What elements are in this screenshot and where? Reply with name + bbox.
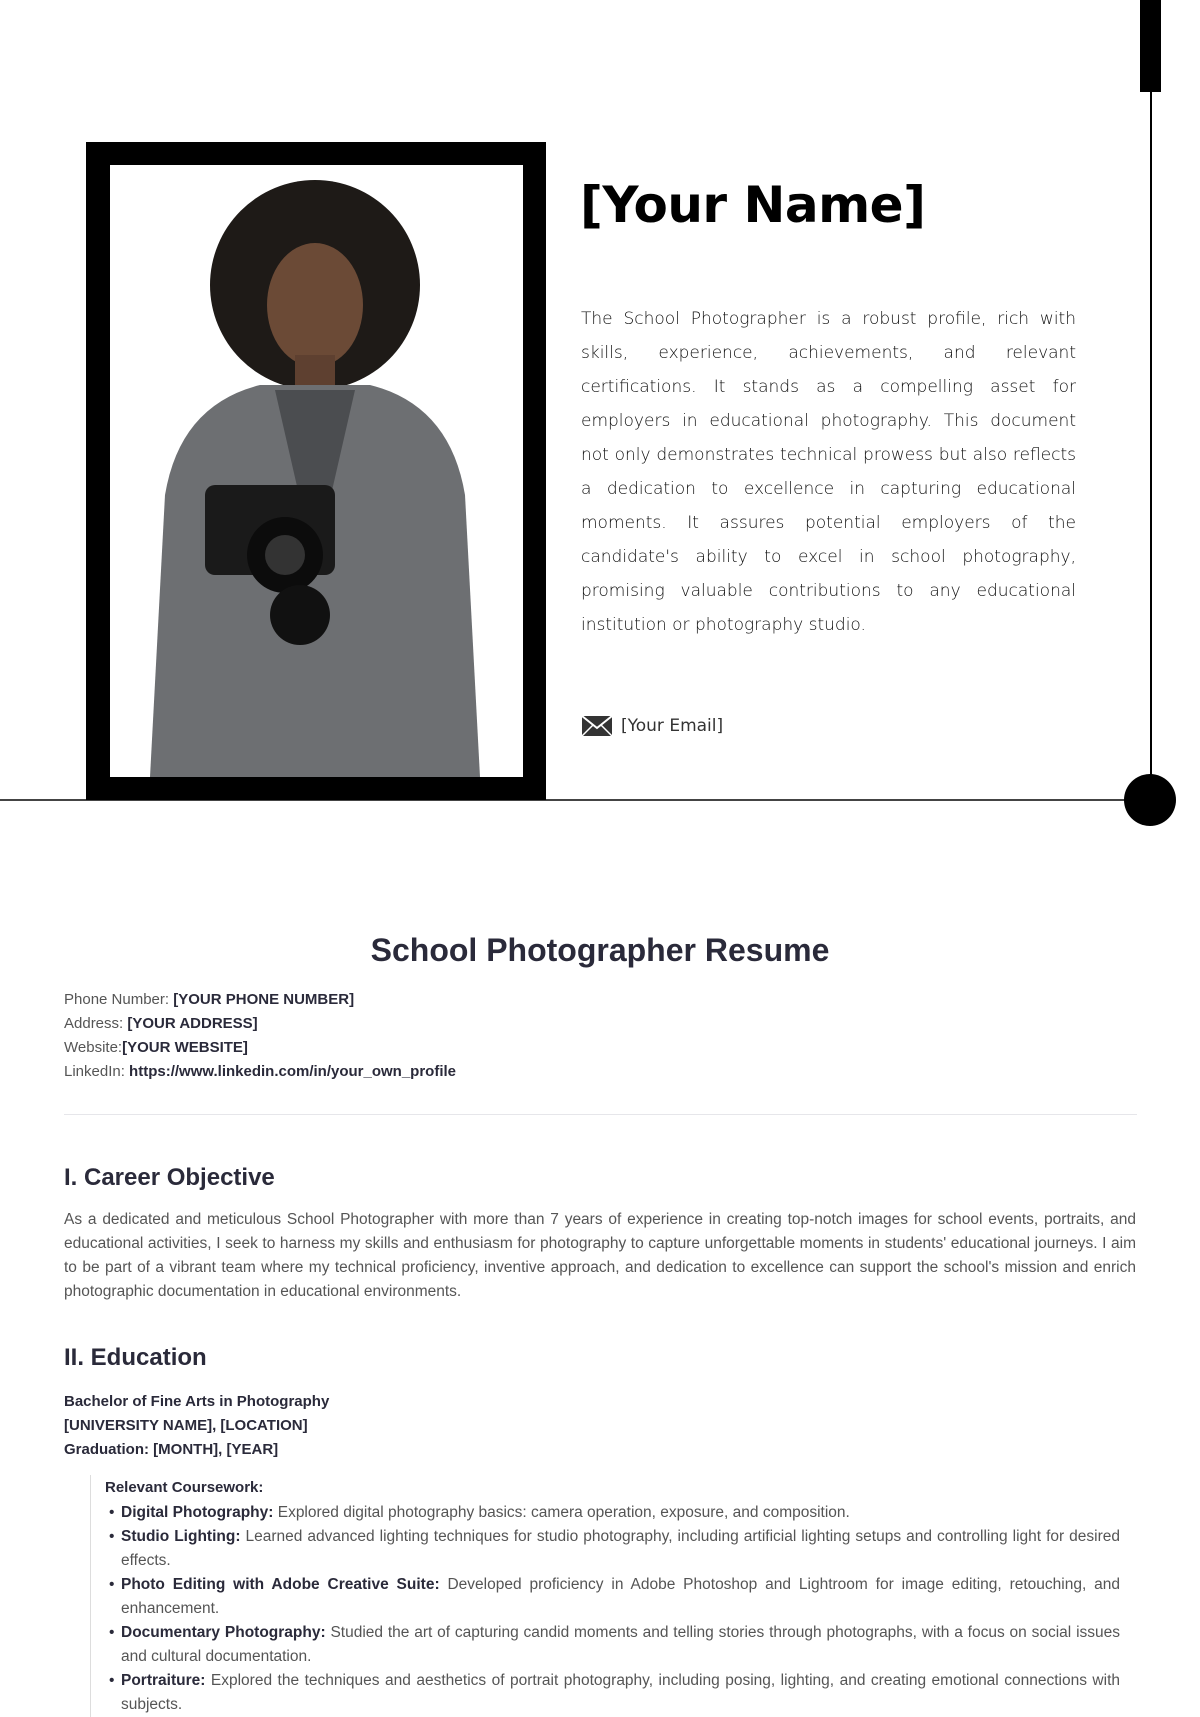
university: [UNIVERSITY NAME], [LOCATION] <box>64 1417 308 1434</box>
envelope-icon <box>581 715 613 737</box>
coursework-block <box>90 1475 1120 1717</box>
candidate-name: [Your Name] <box>580 176 926 234</box>
course-desc: Studied the art of capturing candid moments and telling stories through photographs, with a focus on social issues and cultural documentation. <box>121 1624 1120 1665</box>
career-objective-heading: I. Career Objective <box>64 1164 275 1191</box>
contact-value: [YOUR ADDRESS] <box>127 1015 258 1032</box>
email-contact[interactable] <box>581 715 723 737</box>
contact-label: LinkedIn: <box>64 1063 130 1080</box>
decorative-circle <box>1124 774 1176 826</box>
profile-photo <box>110 165 523 777</box>
decorative-bar <box>1140 0 1161 92</box>
course-desc: Developed proficiency in Adobe Photoshop and Lightroom for image editing, retouching, and enhancement. <box>121 1576 1120 1617</box>
course-title: Studio Lighting: <box>121 1528 241 1545</box>
coursework-item <box>105 1621 1120 1669</box>
coursework-item <box>105 1573 1120 1621</box>
contact-linkedin <box>64 1060 456 1084</box>
coursework-item <box>105 1525 1120 1573</box>
education-details <box>64 1390 329 1462</box>
contact-website <box>64 1036 456 1060</box>
contact-address <box>64 1012 456 1036</box>
contact-label: Website: <box>64 1039 123 1056</box>
coursework-item <box>105 1669 1120 1717</box>
resume-title: School Photographer Resume <box>370 932 830 968</box>
education-heading: II. Education <box>64 1344 207 1371</box>
contact-value: [YOUR WEBSITE] <box>122 1039 248 1056</box>
contact-phone <box>64 988 456 1012</box>
course-title: Photo Editing with Adobe Creative Suite: <box>121 1576 440 1593</box>
course-desc: Explored the techniques and aesthetics of portrait photography, including posing, lighting, and creating emotional connections with subjects. <box>121 1672 1120 1713</box>
contact-label: Phone Number: <box>64 991 174 1008</box>
coursework-item <box>105 1501 1120 1525</box>
decorative-vertical-line <box>1150 92 1152 800</box>
coursework-label: Relevant Coursework: <box>105 1479 264 1496</box>
course-desc: Learned advanced lighting techniques for studio photography, including artificial lighting setups and controlling light for desired effects. <box>121 1528 1121 1569</box>
section-divider <box>64 1114 1137 1115</box>
graduation: Graduation: [MONTH], [YEAR] <box>64 1441 279 1458</box>
career-objective-text: As a dedicated and meticulous School Photographer with more than 7 years of experience in creating top-notch images for school events, portraits, and educational activities, I seek to harness my skills and enthusiasm for photography to capture unforgettable moments in students' educational journeys. I aim to be part of a vibrant team where my technical proficiency, inventive approach, and dedication to excellence can support the school's mission and enrich photographic documentation in educational environments. <box>64 1211 1136 1300</box>
contact-info <box>64 988 456 1084</box>
course-title: Portraiture: <box>121 1672 206 1689</box>
intro-paragraph: The School Photographer is a robust profile, rich with skills, experience, achievements, and relevant certifications. It stands as a compelling asset for employers in educational photography. This document not only demonstrates technical prowess but also reflects a dedication to excellence in capturing educational moments. It assures potential employers of the candidate's ability to excel in school photography, promising valuable contributions to any educational institution or photography studio. <box>581 309 1076 635</box>
course-title: Digital Photography: <box>121 1504 274 1521</box>
linkedin-link[interactable]: https://www.linkedin.com/in/your_own_profile <box>129 1063 457 1080</box>
course-desc: Explored digital photography basics: camera operation, exposure, and composition. <box>273 1504 850 1521</box>
email-text: [Your Email] <box>621 716 724 736</box>
contact-value: [YOUR PHONE NUMBER] <box>173 991 355 1008</box>
degree: Bachelor of Fine Arts in Photography <box>64 1393 330 1410</box>
course-title: Documentary Photography: <box>121 1624 326 1641</box>
contact-label: Address: <box>64 1015 128 1032</box>
